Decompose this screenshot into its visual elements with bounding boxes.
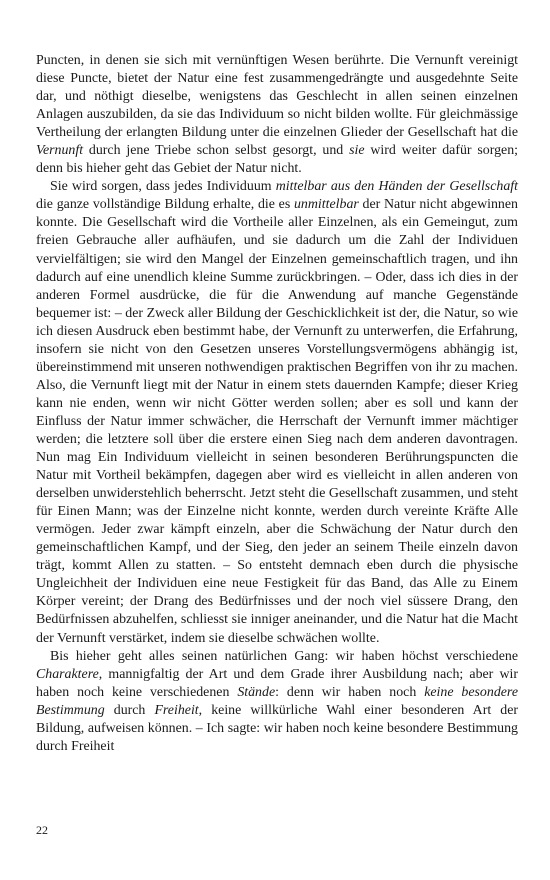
text-run: wird weiter dafür sorgen; denn bis hieher geht das Gebiet der Natur nicht.: [36, 143, 518, 177]
text-run: : denn wir haben noch: [275, 684, 425, 700]
italic-text: keine besondere Bestimmung: [36, 684, 518, 718]
text-run: Sie wird sorgen, dass jedes Individuum: [50, 179, 276, 195]
italic-text: Charaktere: [36, 666, 99, 682]
text-run: die ganze vollständige Bildung erhalte, die es: [36, 197, 294, 213]
text-run: , mannigfaltig der Art und dem Grade ihrer Ausbildung nach; aber wir haben noch keine verschiedenen: [36, 666, 518, 700]
paragraph: [36, 178, 518, 647]
italic-text: unmittelbar: [293, 197, 359, 213]
text-run: Bis hieher geht alles seinen natürlichen Gang: wir haben höchst verschiedene: [50, 648, 518, 664]
italic-text: mittelbar aus den Händen der Gesellschaft: [275, 179, 518, 195]
text-run: der Natur nicht abgewinnen konnte. Die Gesellschaft wird die Vortheile aller Einzelnen, als ein Gemeingut, zum freien Gebrauche aller aufhäufen, und sie dadurch um die Zahl der Individuen vervielfältigen; sie wird den Mangel der Einzelnen gemeinschaftlich tragen, und ihn dadurch auf eine unendlich kleine Summe zurückbringen. – Oder, dass ich dies in der anderen Formel ausdrücke, die für die Anwendung auf manche Gegenstände bequemer ist: – der Zweck aller Bildung der Geschicklichkeit ist der, die Natur, so wie ich diesen Ausdruck eben bestimmt habe, der Vernunft zu unterwerfen, die Erfahrung, insofern sie nicht von den Gesetzen unseres Vorstellungsvermögens abhängig ist, übereinstimmend mit unseren nothwendigen praktischen Begriffen von ihr zu machen. Also, die Vernunft liegt mit der Natur in einem stets dauernden Kampfe; dieser Krieg kann nie enden, wenn wir nicht Götter werden sollen; aber es soll und kann der Einfluss der Natur immer schwächer, die Herrschaft der Vernunft immer mächtiger werden; die letztere soll über die erstere einen Sieg nach dem anderen davontragen. Nun mag Ein Individuum vielleicht in seinen besonderen Berührungspuncten die Natur mit Vortheil bekämpfen, dagegen aber wird es vielleicht in allen anderen von derselben unwiderstehlich beherrscht. Jetzt steht die Gesellschaft zusammen, und steht für Einen Mann; was der Einzelne nicht konnte, werden durch vereinte Kräfte Alle vermögen. Jeder zwar kämpft einzeln, aber die Schwächung der Natur durch den gemeinschaftlichen Kampf, und der Sieg, den jeder an seinem Theile einzeln davon trägt, kommt Allen zu statten. – So entsteht demnach eben durch die physische Ungleichheit der Individuen eine neue Festigkeit für das Band, das Alle zu Einem Körper vereint; der Drang des Bedürfnisses und der noch viel süssere Drang, den Bedürfnissen abzuhelfen, schliesst sie inniger aneinander, und die Natur hat die Macht der Vernunft verstärket, indem sie dieselbe schwächen wollte.: [36, 197, 518, 646]
italic-text: Stände: [237, 684, 276, 700]
paragraph: [36, 52, 518, 178]
page-number: 22: [36, 823, 48, 837]
text-run: durch: [104, 702, 155, 718]
text-run: durch jene Triebe schon selbst gesorgt, und: [83, 143, 350, 159]
body-text: [36, 52, 518, 756]
italic-text: Vernunft: [36, 143, 84, 159]
italic-text: sie: [349, 143, 365, 159]
paragraph: [36, 648, 518, 756]
text-run: , keine willkürliche Wahl einer besonderen Art der Bildung, aufweisen können. – Ich sagte: wir haben noch keine besondere Bestimmung durch Freiheit: [36, 702, 518, 754]
text-run: Puncten, in denen sie sich mit vernünftigen Wesen berührte. Die Vernunft vereinigt diese Puncte, bietet der Natur eine fest zusammengedrängte und ausgedehnte Seite dar, und nöthigt dieselbe, wenigstens das Geschlecht in allen seinen einzelnen Anlagen auszubilden, da sie das Individuum so nicht bilden wollte. Für gleichmässige Vertheilung der erlangten Bildung unter die einzelnen Glieder der Gesellschaft hat die: [36, 53, 518, 141]
italic-text: Freiheit: [154, 702, 199, 718]
